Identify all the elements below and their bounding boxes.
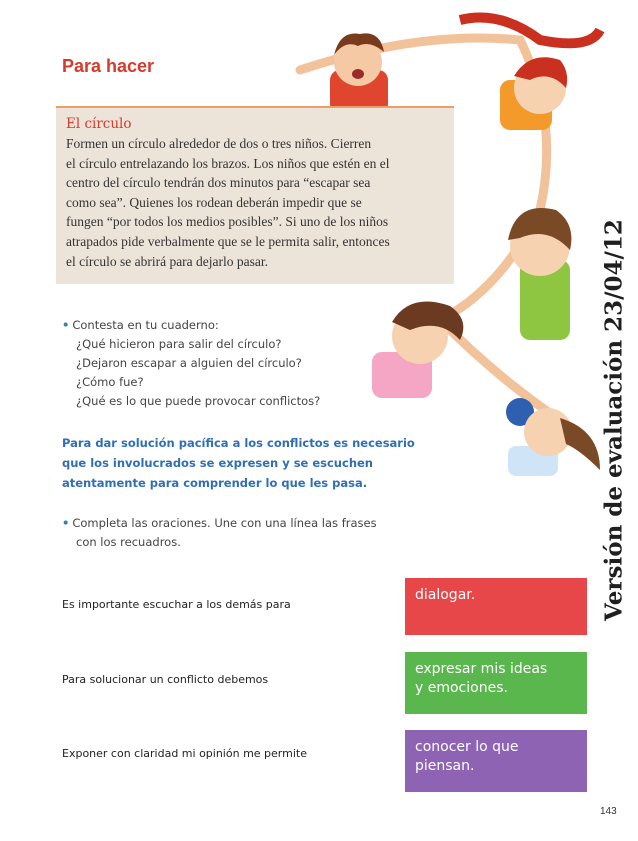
answer-card-line: piensan. — [415, 758, 475, 774]
questions-intro: Contesta en tu cuaderno: — [72, 318, 219, 332]
activity-line: el círculo entrelazando los brazos. Los niños que estén en el — [66, 155, 390, 171]
key-message-line: atentamente para comprender lo que les pasa. — [62, 476, 368, 490]
key-message-line: Para dar solución pacífica a los conflictos es necesario — [62, 436, 415, 450]
activity-line: fungen “por todos los medios posibles”. Si uno de los niños — [66, 214, 389, 230]
activity-line: Formen un círculo alrededor de dos o tres niños. Cierren — [66, 136, 372, 151]
bullet-icon: • — [62, 516, 70, 530]
child-figure — [372, 302, 463, 398]
sentence-2: Para solucionar un conflicto debemos — [62, 673, 269, 686]
activity-line: como sea”. Quienes los rodean deberán impedir que se — [66, 194, 362, 210]
activity-box — [56, 106, 454, 284]
activity-line: atrapados pide verbalmente que se le permita salir, entonces — [66, 233, 390, 249]
activity-line: centro del círculo tendrán dos minutos para “escapar sea — [66, 175, 371, 191]
question-item: ¿Cómo fue? — [76, 375, 144, 389]
evaluation-watermark: Versión de evaluación 23/04/12 — [600, 219, 628, 621]
section-title: Para hacer — [62, 56, 155, 76]
questions-block — [62, 316, 320, 411]
question-item: ¿Qué hicieron para salir del círculo? — [76, 337, 282, 351]
instruction-block — [62, 514, 377, 552]
sentence-3: Exponer con claridad mi opinión me permite — [62, 747, 307, 760]
questions-intro-line — [62, 316, 320, 335]
activity-title: El círculo — [66, 116, 132, 132]
activity-text — [66, 134, 458, 271]
answer-card-line: y emociones. — [415, 680, 508, 696]
child-figure — [330, 33, 388, 114]
question-item: ¿Dejaron escapar a alguien del círculo? — [76, 356, 302, 370]
instruction-text: Completa las oraciones. Une con una línea las frases — [72, 516, 377, 530]
answer-card-line: conocer lo que — [415, 739, 519, 755]
instruction-line — [62, 514, 377, 533]
child-figure — [506, 398, 600, 476]
instruction-line: con los recuadros. — [76, 535, 181, 549]
sentence-1: Es importante escuchar a los demás para — [62, 598, 291, 611]
answer-card-line: expresar mis ideas — [415, 661, 548, 677]
answer-card-expresar[interactable] — [405, 652, 587, 714]
question-item: ¿Qué es lo que puede provocar conflictos? — [76, 394, 321, 408]
activity-line: el círculo se abrirá para dejarlo pasar. — [66, 253, 269, 269]
answer-card-dialogar[interactable] — [405, 578, 587, 635]
bullet-icon: • — [62, 318, 70, 332]
page-number: 143 — [600, 806, 617, 817]
key-message — [62, 433, 422, 493]
answer-card-line: dialogar. — [415, 587, 476, 603]
key-message-line: que los involucrados se expresen y se escuchen — [62, 456, 373, 470]
child-figure — [508, 208, 571, 340]
answer-card-conocer[interactable] — [405, 730, 587, 792]
